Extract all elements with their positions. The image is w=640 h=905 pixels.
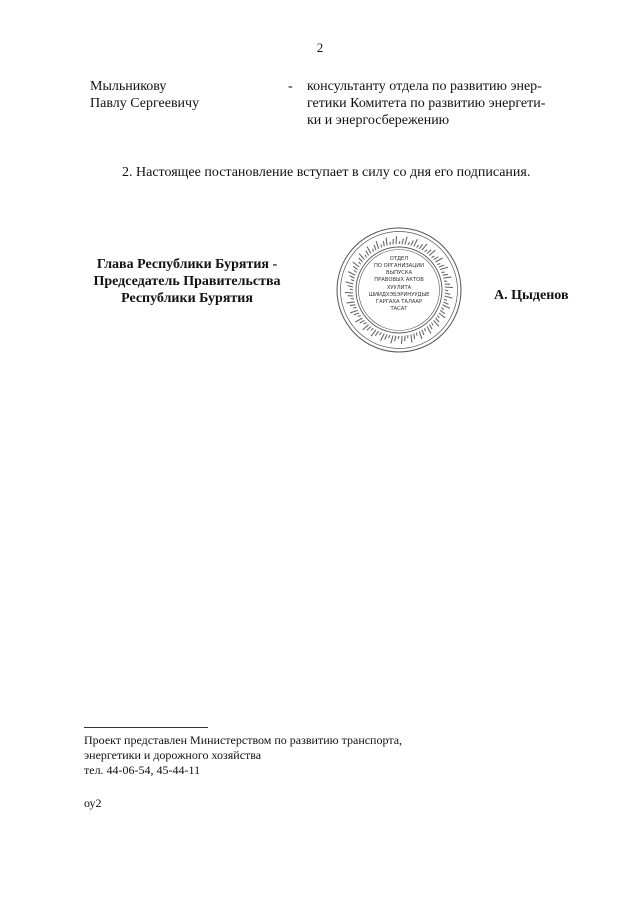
seal-letter-mark bbox=[434, 257, 439, 260]
seal-letter-mark bbox=[427, 250, 431, 254]
seal-letter-mark bbox=[381, 334, 385, 341]
seal-letter-mark bbox=[445, 290, 448, 291]
document-code: оу2 bbox=[84, 796, 102, 810]
seal-letter-mark bbox=[367, 247, 371, 254]
seal-letter-mark bbox=[440, 267, 448, 270]
recipient-surname: Мыльникову bbox=[90, 79, 167, 94]
seal-letter-mark bbox=[440, 310, 444, 313]
seal-text-1: ОТДЕЛ bbox=[389, 256, 409, 262]
seal-letter-mark bbox=[443, 274, 449, 275]
seal-letter-mark bbox=[432, 323, 433, 326]
seal-letter-mark bbox=[443, 277, 451, 278]
seal-letter-mark bbox=[395, 336, 396, 341]
seal-letter-mark bbox=[445, 293, 450, 294]
seal-letter-mark bbox=[383, 241, 384, 247]
seal-text-5: ХУУЛИТА bbox=[386, 285, 412, 291]
seal-text-7: ГАРГАХА ТАЛААР bbox=[375, 299, 423, 305]
footnote-divider bbox=[84, 727, 208, 728]
seal-letter-mark bbox=[437, 264, 440, 265]
seal-letter-mark bbox=[429, 325, 432, 330]
seal-letter-mark bbox=[422, 330, 424, 335]
signatory-title bbox=[78, 256, 296, 307]
seal-letter-mark bbox=[350, 289, 353, 290]
seal-letter-mark bbox=[401, 336, 402, 344]
seal-letter-mark bbox=[364, 323, 367, 324]
seal-letter-mark bbox=[419, 331, 422, 339]
seal-letter-mark bbox=[374, 245, 376, 250]
seal-text-3: ВЫПУСКА bbox=[385, 270, 413, 276]
signatory-name: А. Цыденов bbox=[494, 288, 569, 303]
seal-text-6: ШИИДХЭБЭРИНУУДЫЕ bbox=[368, 292, 430, 298]
recipient-given-names: Павлу Сергеевичу bbox=[90, 96, 200, 111]
seal-letter-mark bbox=[359, 258, 363, 262]
seal-letter-mark bbox=[441, 308, 443, 310]
seal-letter-mark bbox=[356, 318, 363, 322]
seal-letter-mark bbox=[386, 238, 387, 246]
seal-letter-mark bbox=[437, 316, 439, 318]
seal-letter-mark bbox=[408, 242, 410, 245]
signatory-title-line-1: Глава Республики Бурятия - bbox=[96, 257, 278, 272]
footnote-line-3: тел. 44-06-54, 45-44-11 bbox=[84, 763, 201, 777]
seal-letter-mark bbox=[366, 251, 369, 256]
footnote-line-2: энергетики и дорожного хозяйства bbox=[84, 748, 262, 762]
seal-letter-mark bbox=[348, 272, 355, 276]
seal-letter-mark bbox=[435, 258, 442, 262]
seal-letter-mark bbox=[425, 328, 426, 331]
position-line-2: гетики Комитета по развитию энергети- bbox=[307, 96, 546, 111]
seal-letter-mark bbox=[360, 320, 365, 323]
seal-letter-mark bbox=[445, 287, 453, 288]
footnote-line-1: Проект представлен Министерством по развитию транспорта, bbox=[84, 733, 403, 747]
seal-letter-mark bbox=[414, 239, 418, 246]
seal-letter-mark bbox=[405, 237, 407, 245]
signatory-title-line-2: Председатель Правительства bbox=[93, 274, 281, 289]
seal-letter-mark bbox=[419, 244, 422, 248]
seal-letter-mark bbox=[353, 266, 357, 269]
seal-letter-mark bbox=[348, 286, 353, 287]
seal-letter-mark bbox=[411, 241, 413, 246]
seal-letter-mark bbox=[350, 276, 355, 278]
seal-letter-mark bbox=[375, 331, 378, 335]
seal-text-2: ПО ОРГАНИЗАЦИИ bbox=[373, 263, 425, 269]
seal-text-8: ТАСАГ bbox=[390, 306, 408, 312]
seal-letter-mark bbox=[365, 255, 366, 258]
position-line-1: консультанту отдела по развитию энер- bbox=[307, 79, 542, 94]
seal-letter-mark bbox=[371, 328, 373, 330]
seal-letter-mark bbox=[399, 241, 400, 244]
page-number: 2 bbox=[316, 40, 324, 55]
seal-letter-mark bbox=[402, 239, 403, 244]
seal-letter-mark bbox=[444, 299, 447, 301]
seal-letter-mark bbox=[376, 241, 379, 249]
seal-letter-mark bbox=[443, 305, 450, 309]
seal-letter-mark bbox=[391, 336, 393, 344]
seal-text-4: ПРАВОВЫХ АКТОВ bbox=[374, 277, 424, 283]
seal-letter-mark bbox=[435, 318, 439, 322]
footnote bbox=[84, 733, 402, 778]
signatory-title-line-3: Республики Бурятия bbox=[121, 291, 253, 306]
seal-letter-mark bbox=[385, 334, 387, 339]
seal-letter-mark bbox=[367, 326, 371, 330]
recipient-name bbox=[90, 78, 199, 112]
seal-letter-mark bbox=[417, 245, 419, 247]
seal-letter-mark bbox=[425, 250, 427, 252]
position-line-3: ки и энергосбережению bbox=[307, 113, 450, 128]
seal-letter-mark bbox=[388, 335, 390, 338]
recipient-dash: - bbox=[288, 79, 293, 94]
recipient-position bbox=[307, 78, 569, 129]
seal-letter-mark bbox=[350, 305, 356, 306]
seal-letter-mark bbox=[414, 334, 415, 340]
seal-letter-mark bbox=[445, 296, 453, 298]
seal-letter-mark bbox=[354, 270, 356, 272]
seal-letter-mark bbox=[345, 292, 353, 293]
seal-letter-mark bbox=[396, 236, 397, 244]
seal-letter-mark bbox=[347, 302, 355, 303]
seal-letter-mark bbox=[354, 313, 359, 315]
official-seal bbox=[334, 225, 464, 355]
seal-letter-mark bbox=[359, 262, 361, 264]
seal-letter-mark bbox=[351, 279, 354, 281]
seal-letter-mark bbox=[443, 302, 448, 304]
seal-letter-mark bbox=[373, 249, 374, 252]
seal-letter-mark bbox=[427, 326, 431, 333]
seal-letter-mark bbox=[358, 316, 361, 317]
paragraph-2: 2. Настоящее постановление вступает в силу со дня его подписания. bbox=[122, 165, 531, 180]
seal-letter-mark bbox=[439, 265, 444, 267]
seal-letter-mark bbox=[350, 310, 358, 313]
seal-letter-mark bbox=[411, 334, 412, 342]
seal-letter-mark bbox=[346, 282, 354, 284]
seal-letter-mark bbox=[398, 336, 399, 339]
seal-letter-mark bbox=[379, 332, 381, 334]
seal-letter-mark bbox=[432, 256, 435, 257]
